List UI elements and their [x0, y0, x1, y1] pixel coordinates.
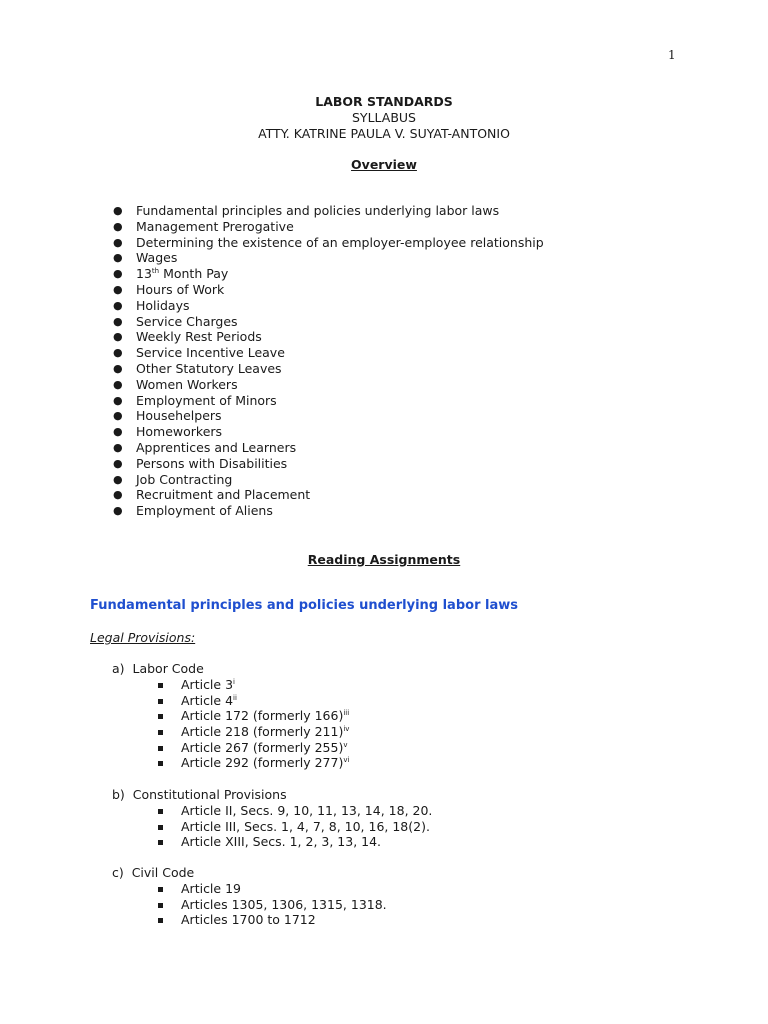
bullet-icon: ●: [113, 267, 123, 281]
list-item: Article III, Secs. 1, 4, 7, 8, 10, 16, 18(2).: [158, 819, 432, 835]
list-item: ● Weekly Rest Periods: [113, 329, 262, 345]
list-item: ● Househelpers: [113, 408, 222, 424]
list-item: Article 172 (formerly 166)$^{iii}$: [158, 708, 349, 724]
bullet-icon: ●: [113, 409, 123, 423]
square-bullet-icon: [158, 825, 163, 830]
square-bullet-icon: [158, 761, 163, 766]
square-bullet-icon: [158, 809, 163, 814]
list-item: ● Employment of Aliens: [113, 503, 273, 519]
labor-code-group: [112, 661, 349, 771]
square-bullet-icon: [158, 699, 163, 704]
list-item: ● Recruitment and Placement: [113, 487, 311, 503]
bullet-icon: ●: [113, 440, 123, 454]
list-item: Articles 1305, 1306, 1315, 1318.: [158, 897, 387, 913]
bullet-icon: ●: [113, 204, 123, 217]
square-bullet-icon: [158, 683, 163, 688]
square-bullet-icon: [158, 887, 163, 892]
list-item: ● Management Prerogative: [113, 218, 294, 234]
document-header: [0, 94, 768, 142]
overview-heading: Overview: [351, 157, 417, 172]
list-item: Article II, Secs. 9, 10, 11, 13, 14, 18, 20.: [158, 803, 432, 819]
list-item: Article 3$^i$: [158, 677, 349, 693]
square-bullet-icon: [158, 746, 163, 751]
civil-code-group: [112, 865, 387, 928]
list-item: ● Apprentices and Learners: [113, 439, 297, 455]
list-item: ● Wages: [113, 250, 178, 266]
list-item: ● Determining the existence of an employer-employee relationship: [113, 234, 544, 250]
list-item: ● Fundamental principles and policies underlying labor laws: [113, 203, 500, 218]
square-bullet-icon: [158, 730, 163, 735]
document-author: ATTY. KATRINE PAULA V. SUYAT-ANTONIO: [258, 126, 510, 141]
reading-assignments-heading: Reading Assignments: [307, 552, 461, 567]
square-bullet-icon: [158, 918, 163, 923]
bullet-icon: ●: [113, 361, 123, 375]
bullet-icon: ●: [113, 330, 123, 344]
list-item: ● 13th Month Pay: [113, 266, 229, 282]
list-item: Articles 1700 to 1712: [158, 912, 387, 928]
bullet-icon: ●: [113, 314, 123, 328]
list-item: Article 19: [158, 881, 387, 897]
list-item: ● Holidays: [113, 297, 190, 313]
list-item: ● Women Workers: [113, 376, 238, 392]
bullet-icon: ●: [113, 298, 123, 312]
bullet-icon: ●: [113, 425, 123, 439]
list-item: ● Job Contracting: [113, 471, 233, 487]
bullet-icon: ●: [113, 346, 123, 360]
list-item: ● Homeworkers: [113, 424, 223, 440]
group-label: c) Civil Code: [112, 865, 195, 880]
bullet-icon: ●: [113, 251, 123, 265]
list-item: ● Hours of Work: [113, 281, 225, 297]
bullet-icon: ●: [113, 488, 123, 502]
square-bullet-icon: [158, 903, 163, 908]
document-subtitle: SYLLABUS: [352, 110, 416, 125]
list-item: Article XIII, Secs. 1, 2, 3, 13, 14.: [158, 834, 432, 850]
bullet-icon: ●: [113, 219, 123, 233]
bullet-icon: ●: [113, 504, 123, 518]
group-label: a) Labor Code: [112, 661, 204, 676]
list-item: Article 292 (formerly 277)$^{vi}$: [158, 755, 349, 771]
bullet-icon: ●: [113, 282, 123, 296]
section-heading: Fundamental principles and policies underlying labor laws: [90, 598, 518, 613]
list-item: Article 4$^{ii}$: [158, 693, 349, 709]
list-item: ● Employment of Minors: [113, 392, 277, 408]
bullet-icon: ●: [113, 456, 123, 470]
constitutional-provisions-group: [112, 787, 432, 850]
bullet-icon: ●: [113, 393, 123, 407]
list-item: ● Service Charges: [113, 313, 238, 329]
bullet-icon: ●: [113, 235, 123, 249]
list-item: Article 218 (formerly 211)$^{iv}$: [158, 724, 349, 740]
bullet-icon: ●: [113, 472, 123, 486]
overview-topic-list: [110, 203, 544, 519]
legal-provisions-heading: Legal Provisions:: [90, 630, 196, 645]
list-item: ● Persons with Disabilities: [113, 455, 288, 471]
page-number: 1: [668, 48, 676, 62]
list-item: Article 267 (formerly 255)$^v$: [158, 740, 349, 756]
square-bullet-icon: [158, 714, 163, 719]
list-item: ● Other Statutory Leaves: [113, 360, 282, 376]
list-item: ● Service Incentive Leave: [113, 345, 285, 361]
group-label: b) Constitutional Provisions: [112, 787, 287, 802]
square-bullet-icon: [158, 840, 163, 845]
bullet-icon: ●: [113, 377, 123, 391]
document-title: LABOR STANDARDS: [315, 94, 453, 109]
